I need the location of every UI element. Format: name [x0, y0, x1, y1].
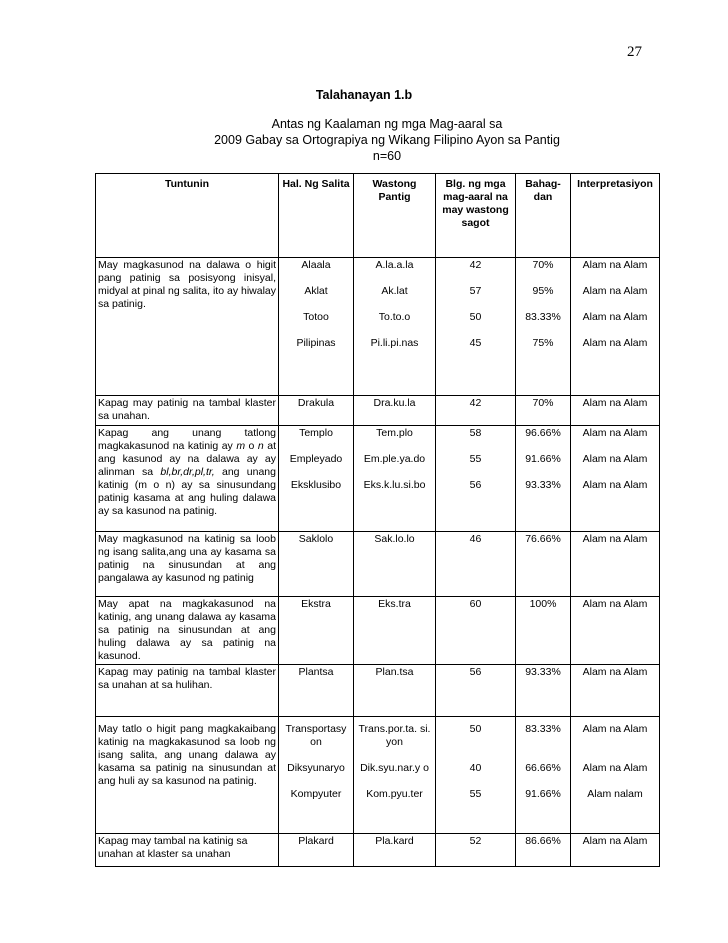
word: Drakula — [297, 397, 335, 409]
count: 55 — [469, 453, 482, 465]
word: Pilipinas — [296, 337, 336, 349]
percent-cell — [516, 426, 571, 532]
rule-cell: May apat na magkakasunod na katinig, ang unang dalawa ay kasama sa patinig na sinusundan at ang huling dalawa ay sa patinig na kasunod. — [96, 597, 279, 665]
percent: 83.33% — [525, 723, 561, 735]
word: Saklolo — [298, 533, 334, 545]
rule-cell: May magkasunod na dalawa o higit pang patinig sa posisyong inisyal, midyal at pinal ng salita, ito ay hiwalay sa patinig. — [96, 258, 279, 396]
percent: 86.66% — [525, 835, 561, 847]
word: Totoo — [303, 311, 329, 323]
header-hal: Hal. Ng Salita — [279, 174, 354, 258]
count-cell — [436, 396, 516, 426]
word: Diksyunaryo — [287, 762, 345, 774]
word: Alaala — [301, 259, 331, 271]
word: Empleyado — [289, 453, 343, 465]
header-row — [96, 174, 660, 258]
count: 60 — [469, 598, 482, 610]
interp-cell — [571, 396, 660, 426]
rule-text: at ang kasunod ay na dalawa ay ay alinman sa — [98, 440, 276, 478]
count: 46 — [469, 533, 482, 545]
table-subtitle — [0, 116, 728, 164]
syllable: Kom.pyu.ter — [366, 788, 423, 800]
interp: Alam na Alam — [582, 259, 648, 271]
word: Aklat — [304, 285, 328, 297]
word: Kompyuter — [290, 788, 342, 800]
percent-cell — [516, 532, 571, 597]
rule-text-italic: bl,br,dr,pl,tr, — [160, 466, 215, 478]
word: Eksklusibo — [290, 479, 342, 491]
syllable-cell — [354, 597, 436, 665]
percent-cell — [516, 258, 571, 396]
count: 50 — [469, 311, 482, 323]
interp: Alam na Alam — [582, 598, 648, 610]
interp: Alam na Alam — [582, 337, 648, 349]
syllable-cell — [354, 834, 436, 867]
rule-cell: Kapag may tambal na katinig sa unahan at klaster sa unahan — [96, 834, 279, 867]
header-tuntunin: Tuntunin — [96, 174, 279, 258]
word-cell — [279, 426, 354, 532]
count: 52 — [469, 835, 482, 847]
word: Transportasy on — [285, 723, 347, 748]
percent: 96.66% — [525, 427, 561, 439]
syllable: Plan.tsa — [375, 666, 414, 678]
rule-text: ang unang katinig (m o n) ay sa sinusundang patinig kasama at ang huling dalawa ay sa kasunod na patinig. — [98, 466, 276, 517]
count: 58 — [469, 427, 482, 439]
count: 42 — [469, 259, 482, 271]
syllable: Pla.kard — [375, 835, 414, 847]
count-cell — [436, 717, 516, 834]
table-row — [96, 717, 660, 834]
percent-cell — [516, 597, 571, 665]
syllable-cell — [354, 258, 436, 396]
interp: Alam na Alam — [582, 285, 648, 297]
syllable: Ak.lat — [381, 285, 408, 297]
syllable: A.la.a.la — [375, 259, 414, 271]
header-wastong: Wastong Pantig — [354, 174, 436, 258]
rule-text-italic: n — [257, 440, 264, 452]
count: 40 — [469, 762, 482, 774]
table-title: Talahanayan 1.b — [315, 88, 413, 102]
interp-cell — [571, 426, 660, 532]
percent: 76.66% — [525, 533, 561, 545]
count-cell — [436, 834, 516, 867]
count: 56 — [469, 666, 482, 678]
word-cell — [279, 597, 354, 665]
interp: Alam na Alam — [582, 479, 648, 491]
table-row — [96, 532, 660, 597]
word: Templo — [299, 427, 333, 439]
rule-cell: May magkasunod na katinig sa loob ng isang salita,ang una ay kasama sa patinig na sinusundan at ang pangalawa ay kasunod ng patinig — [96, 532, 279, 597]
percent-cell — [516, 665, 571, 717]
rule-cell: Kapag may patinig na tambal klaster sa unahan. — [96, 396, 279, 426]
syllable: Tem.plo — [376, 427, 413, 439]
percent: 100% — [529, 598, 557, 610]
table-row — [96, 258, 660, 396]
header-bahagdan: Bahag-dan — [516, 174, 571, 258]
word: Plakard — [298, 835, 334, 847]
percent-cell — [516, 834, 571, 867]
syllable-cell — [354, 717, 436, 834]
subtitle-line-1: Antas ng Kaalaman ng mga Mag-aaral sa — [271, 117, 503, 131]
percent: 75% — [532, 337, 554, 349]
percent: 95% — [532, 285, 554, 297]
count-cell — [436, 258, 516, 396]
interp: Alam na Alam — [582, 666, 648, 678]
syllable-cell — [354, 426, 436, 532]
percent: 93.33% — [525, 479, 561, 491]
percent: 70% — [532, 397, 554, 409]
count: 45 — [469, 337, 482, 349]
percent-cell — [516, 396, 571, 426]
percent: 83.33% — [525, 311, 561, 323]
syllable: Dik.syu.nar.y o — [360, 762, 429, 774]
interp: Alam na Alam — [582, 533, 648, 545]
page-number: 27 — [627, 44, 642, 60]
interp: Alam na Alam — [582, 453, 648, 465]
syllable: Trans.por.ta. si. yon — [358, 723, 431, 748]
percent: 70% — [532, 259, 554, 271]
syllable: Sak.lo.lo — [374, 533, 415, 545]
syllable-cell — [354, 532, 436, 597]
word-cell — [279, 717, 354, 834]
count-cell — [436, 426, 516, 532]
interp: Alam na Alam — [582, 427, 648, 439]
interp-cell — [571, 665, 660, 717]
orthography-table — [95, 173, 660, 867]
word: Ekstra — [301, 598, 331, 610]
count-cell — [436, 532, 516, 597]
interp: Alam na Alam — [582, 311, 648, 323]
interp: Alam na Alam — [582, 762, 648, 774]
syllable: Eks.k.lu.si.bo — [363, 479, 426, 491]
syllable: Dra.ku.la — [373, 397, 416, 409]
count: 56 — [469, 479, 482, 491]
word: Plantsa — [298, 666, 334, 678]
interp-cell — [571, 258, 660, 396]
word-cell — [279, 258, 354, 396]
rule-text: Kapag ang unang tatlong magkakasunod na katinig ay — [98, 427, 276, 452]
subtitle-line-3: n=60 — [372, 149, 402, 163]
rule-text-italic: m — [236, 440, 246, 452]
syllable: Eks.tra — [378, 598, 411, 610]
percent: 91.66% — [525, 788, 561, 800]
interp: Alam nalam — [587, 788, 643, 800]
syllable: To.to.o — [378, 311, 411, 323]
table-row — [96, 834, 660, 867]
rule-cell: May tatlo o higit pang magkakaibang katinig na magkakasunod sa loob ng isang salita, ang unang dalawa ay kasama sa patinig na sinusundan at ang huli ay sa kasunod na patinig. — [96, 717, 279, 834]
table-row — [96, 597, 660, 665]
subtitle-line-2: 2009 Gabay sa Ortograpiya ng Wikang Filipino Ayon sa Pantig — [214, 133, 560, 147]
word-cell — [279, 532, 354, 597]
syllable: Em.ple.ya.do — [363, 453, 426, 465]
count: 50 — [469, 723, 482, 735]
count-cell — [436, 665, 516, 717]
interp: Alam na Alam — [582, 835, 648, 847]
interp: Alam na Alam — [582, 397, 648, 409]
percent: 91.66% — [525, 453, 561, 465]
count-cell — [436, 597, 516, 665]
syllable-cell — [354, 665, 436, 717]
percent-cell — [516, 717, 571, 834]
table-row — [96, 396, 660, 426]
count: 55 — [469, 788, 482, 800]
word-cell — [279, 396, 354, 426]
percent: 93.33% — [525, 666, 561, 678]
rule-cell — [96, 426, 279, 532]
rule-cell: Kapag may patinig na tambal klaster sa unahan at sa hulihan. — [96, 665, 279, 717]
count: 42 — [469, 397, 482, 409]
interp-cell — [571, 834, 660, 867]
interp-cell — [571, 597, 660, 665]
syllable: Pi.li.pi.nas — [370, 337, 419, 349]
rule-text: o — [245, 440, 258, 452]
header-interpretasyon: Interpretasiyon — [571, 174, 660, 258]
word-cell — [279, 834, 354, 867]
percent: 66.66% — [525, 762, 561, 774]
count: 57 — [469, 285, 482, 297]
table-row — [96, 665, 660, 717]
header-blg: Blg. ng mga mag-aaral na may wastong sagot — [436, 174, 516, 258]
table-row — [96, 426, 660, 532]
word-cell — [279, 665, 354, 717]
interp: Alam na Alam — [582, 723, 648, 735]
interp-cell — [571, 717, 660, 834]
interp-cell — [571, 532, 660, 597]
syllable-cell — [354, 396, 436, 426]
